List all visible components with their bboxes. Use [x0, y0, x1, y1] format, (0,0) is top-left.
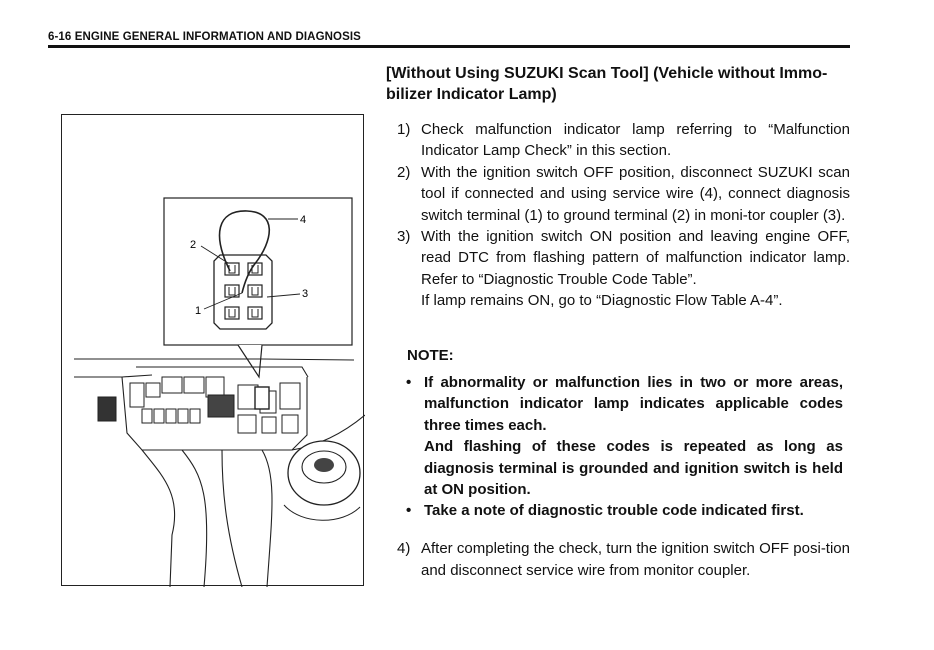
callout-4: 4: [300, 214, 307, 226]
callout-1: 1: [195, 305, 202, 317]
bullet-text-wrapper: [424, 372, 843, 500]
step-number: 2): [397, 163, 411, 181]
note-bullets: [406, 372, 843, 522]
step-3: [397, 226, 850, 312]
coupler-illustration: [62, 115, 365, 587]
section-title-line-2: bilizer Indicator Lamp): [386, 86, 557, 103]
note-bullet-2: [406, 500, 843, 521]
procedure-steps: [397, 119, 850, 312]
header-rule: [48, 45, 850, 48]
step-text: Check malfunction indicator lamp referring to “Malfunction Indicator Lamp Check” in this section.: [421, 121, 850, 160]
step-text: After completing the check, turn the ignition switch OFF posi-tion and disconnect service wire from monitor coupler.: [421, 540, 850, 579]
step-1: [397, 119, 850, 162]
step-4-row: [397, 538, 850, 582]
step-4: [397, 538, 850, 582]
step-number: 1): [397, 121, 411, 138]
bullet-text: Take a note of diagnostic trouble code indicated first.: [424, 502, 804, 520]
bullet-text: If abnormality or malfunction lies in two or more areas, malfunction indicator lamp indicates applicable codes three times each.: [424, 374, 843, 434]
step-2: [397, 162, 850, 226]
note-bullet-1: [406, 372, 843, 500]
step-text-wrapper: [421, 226, 850, 312]
section-title-line-1: [Without Using SUZUKI Scan Tool] (Vehicle without Immo-: [386, 65, 828, 82]
page-header: 6-16 ENGINE GENERAL INFORMATION AND DIAGNOSIS: [48, 31, 361, 43]
note-label: NOTE:: [407, 347, 454, 364]
bullet-dot: •: [406, 374, 412, 391]
bullet-extra-text: And flashing of these codes is repeated as long as diagnosis terminal is grounded and ignition switch is held at ON position.: [424, 438, 843, 499]
step-extra-text: If lamp remains ON, go to “Diagnostic Flow Table A-4”.: [421, 292, 783, 310]
section-title: [386, 63, 852, 105]
callout-3: 3: [302, 288, 309, 300]
step-number: 4): [397, 540, 411, 557]
bullet-dot: •: [406, 502, 412, 520]
step-number: 3): [397, 228, 411, 246]
step-text: With the ignition switch ON position and leaving engine OFF, read DTC from flashing pattern of malfunction indicator lamp. Refer to “Diagnostic Trouble Code Table”.: [421, 228, 850, 288]
figure-monitor-coupler: [61, 114, 364, 586]
step-text: With the ignition switch OFF position, disconnect SUZUKI scan tool if connected and using service wire (4), connect diagnosis switch terminal (1) to ground terminal (2) in moni-tor coupler (3).: [421, 163, 850, 224]
callout-2: 2: [190, 239, 197, 251]
